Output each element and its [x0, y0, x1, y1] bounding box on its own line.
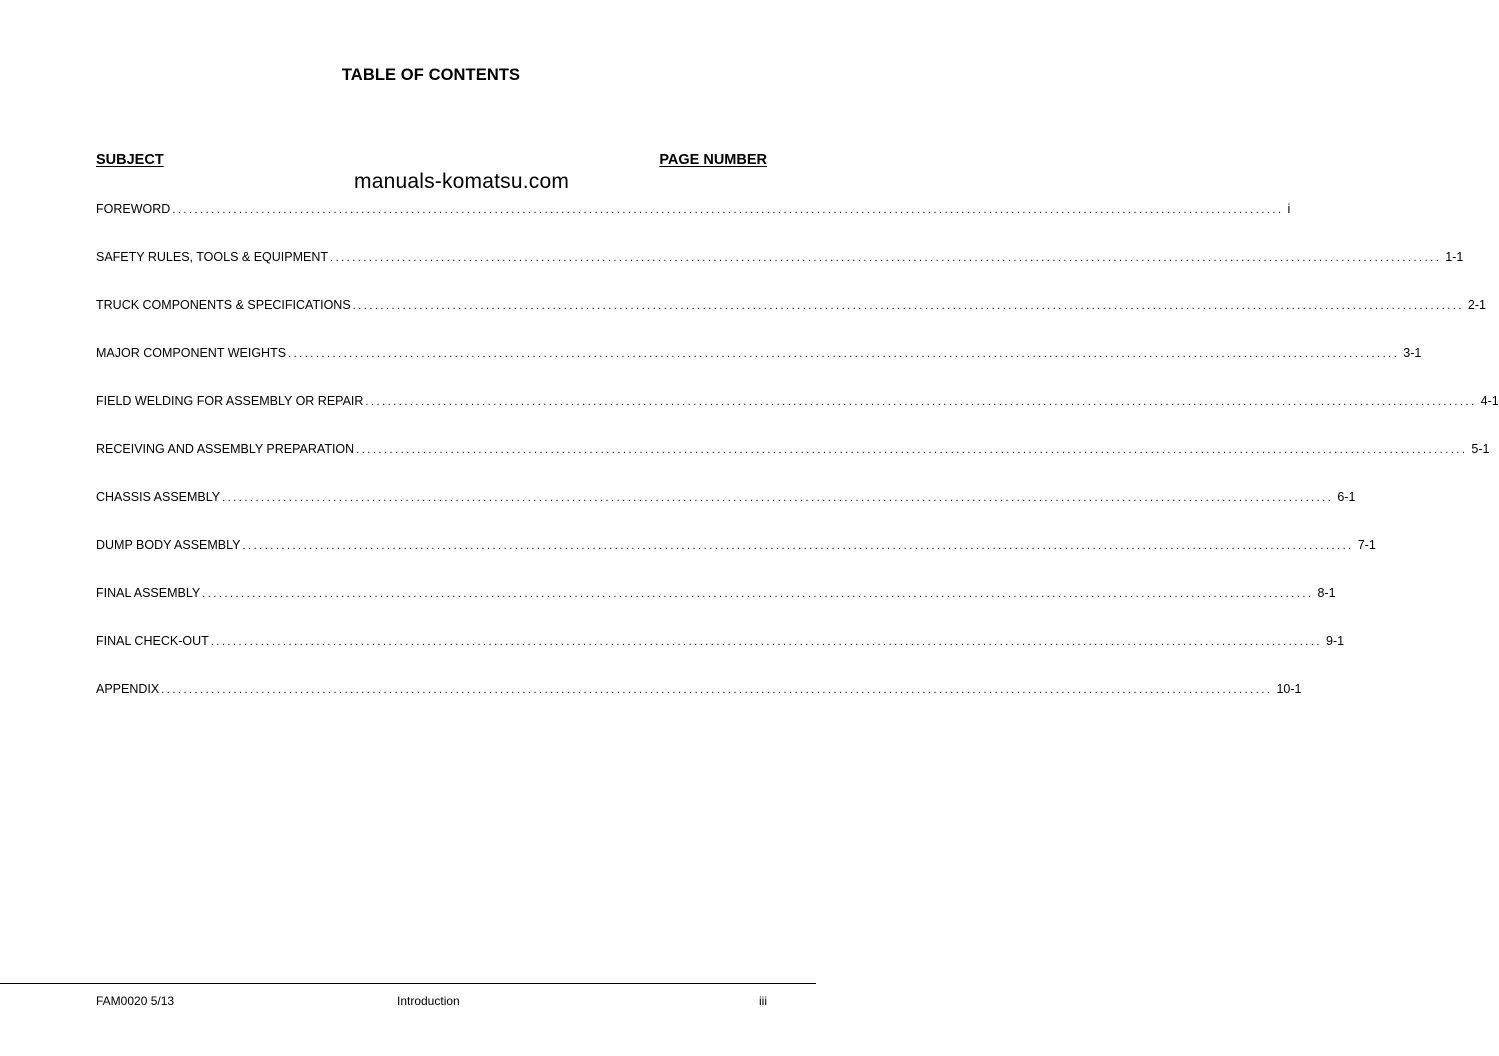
dot-leader: ........................................................................................................................................................................................................: [330, 252, 1442, 264]
toc-entry-page: 7-1: [1357, 538, 1376, 552]
toc-entry-safety-rules[interactable]: [96, 250, 1464, 298]
subject-column-header: SUBJECT: [96, 152, 164, 168]
toc-entry-label: FOREWORD: [96, 202, 171, 216]
dot-leader: ........................................................................................................................................................................................................: [172, 204, 1284, 216]
dot-leader: ........................................................................................................................................................................................................: [210, 636, 1322, 648]
table-of-contents: [96, 202, 1499, 730]
page-number-column-header: PAGE NUMBER: [659, 152, 767, 168]
toc-entry-foreword[interactable]: [96, 202, 1291, 250]
dot-leader: ........................................................................................................................................................................................................: [352, 300, 1464, 312]
toc-entry-label: FINAL ASSEMBLY: [96, 586, 201, 600]
toc-entry-label: SAFETY RULES, TOOLS & EQUIPMENT: [96, 250, 329, 264]
toc-entry-label: RECEIVING AND ASSEMBLY PREPARATION: [96, 442, 355, 456]
toc-entry-page: 2-1: [1467, 298, 1486, 312]
page-title: TABLE OF CONTENTS: [341, 66, 521, 84]
toc-entry-label: MAJOR COMPONENT WEIGHTS: [96, 346, 287, 360]
dot-leader: ........................................................................................................................................................................................................: [288, 348, 1400, 360]
footer-doc-code: FAM0020 5/13: [96, 994, 175, 1008]
toc-entry-final-assembly[interactable]: [96, 586, 1336, 634]
footer-divider: [0, 983, 816, 984]
footer-page-number: iii: [759, 994, 767, 1008]
toc-entry-appendix[interactable]: [96, 682, 1302, 730]
toc-entry-label: FIELD WELDING FOR ASSEMBLY OR REPAIR: [96, 394, 364, 408]
dot-leader: ........................................................................................................................................................................................................: [242, 540, 1354, 552]
toc-entry-page: 10-1: [1276, 682, 1302, 696]
toc-entry-truck-components[interactable]: [96, 298, 1486, 346]
toc-entry-label: CHASSIS ASSEMBLY: [96, 490, 221, 504]
toc-entry-receiving-preparation[interactable]: [96, 442, 1490, 490]
toc-entry-component-weights[interactable]: [96, 346, 1422, 394]
dot-leader: ........................................................................................................................................................................................................: [356, 444, 1468, 456]
toc-entry-field-welding[interactable]: [96, 394, 1499, 442]
footer-section-title: Introduction: [397, 994, 460, 1008]
toc-entry-page: i: [1287, 202, 1291, 216]
toc-entry-label: FINAL CHECK-OUT: [96, 634, 209, 648]
toc-entry-page: 1-1: [1445, 250, 1464, 264]
toc-entry-final-check-out[interactable]: [96, 634, 1345, 682]
dot-leader: ........................................................................................................................................................................................................: [222, 492, 1334, 504]
dot-leader: ........................................................................................................................................................................................................: [365, 396, 1477, 408]
toc-entry-label: APPENDIX: [96, 682, 160, 696]
toc-entry-page: 4-1: [1480, 394, 1499, 408]
dot-leader: ........................................................................................................................................................................................................: [202, 588, 1314, 600]
dot-leader: ........................................................................................................................................................................................................: [161, 684, 1273, 696]
toc-entry-dump-body-assembly[interactable]: [96, 538, 1376, 586]
toc-entry-chassis-assembly[interactable]: [96, 490, 1356, 538]
toc-entry-label: TRUCK COMPONENTS & SPECIFICATIONS: [96, 298, 351, 312]
toc-entry-page: 5-1: [1471, 442, 1490, 456]
watermark-text: manuals-komatsu.com: [354, 170, 570, 193]
toc-entry-page: 6-1: [1337, 490, 1356, 504]
toc-entry-page: 9-1: [1325, 634, 1345, 648]
toc-entry-page: 3-1: [1403, 346, 1422, 360]
toc-entry-label: DUMP BODY ASSEMBLY: [96, 538, 241, 552]
toc-entry-page: 8-1: [1317, 586, 1336, 600]
